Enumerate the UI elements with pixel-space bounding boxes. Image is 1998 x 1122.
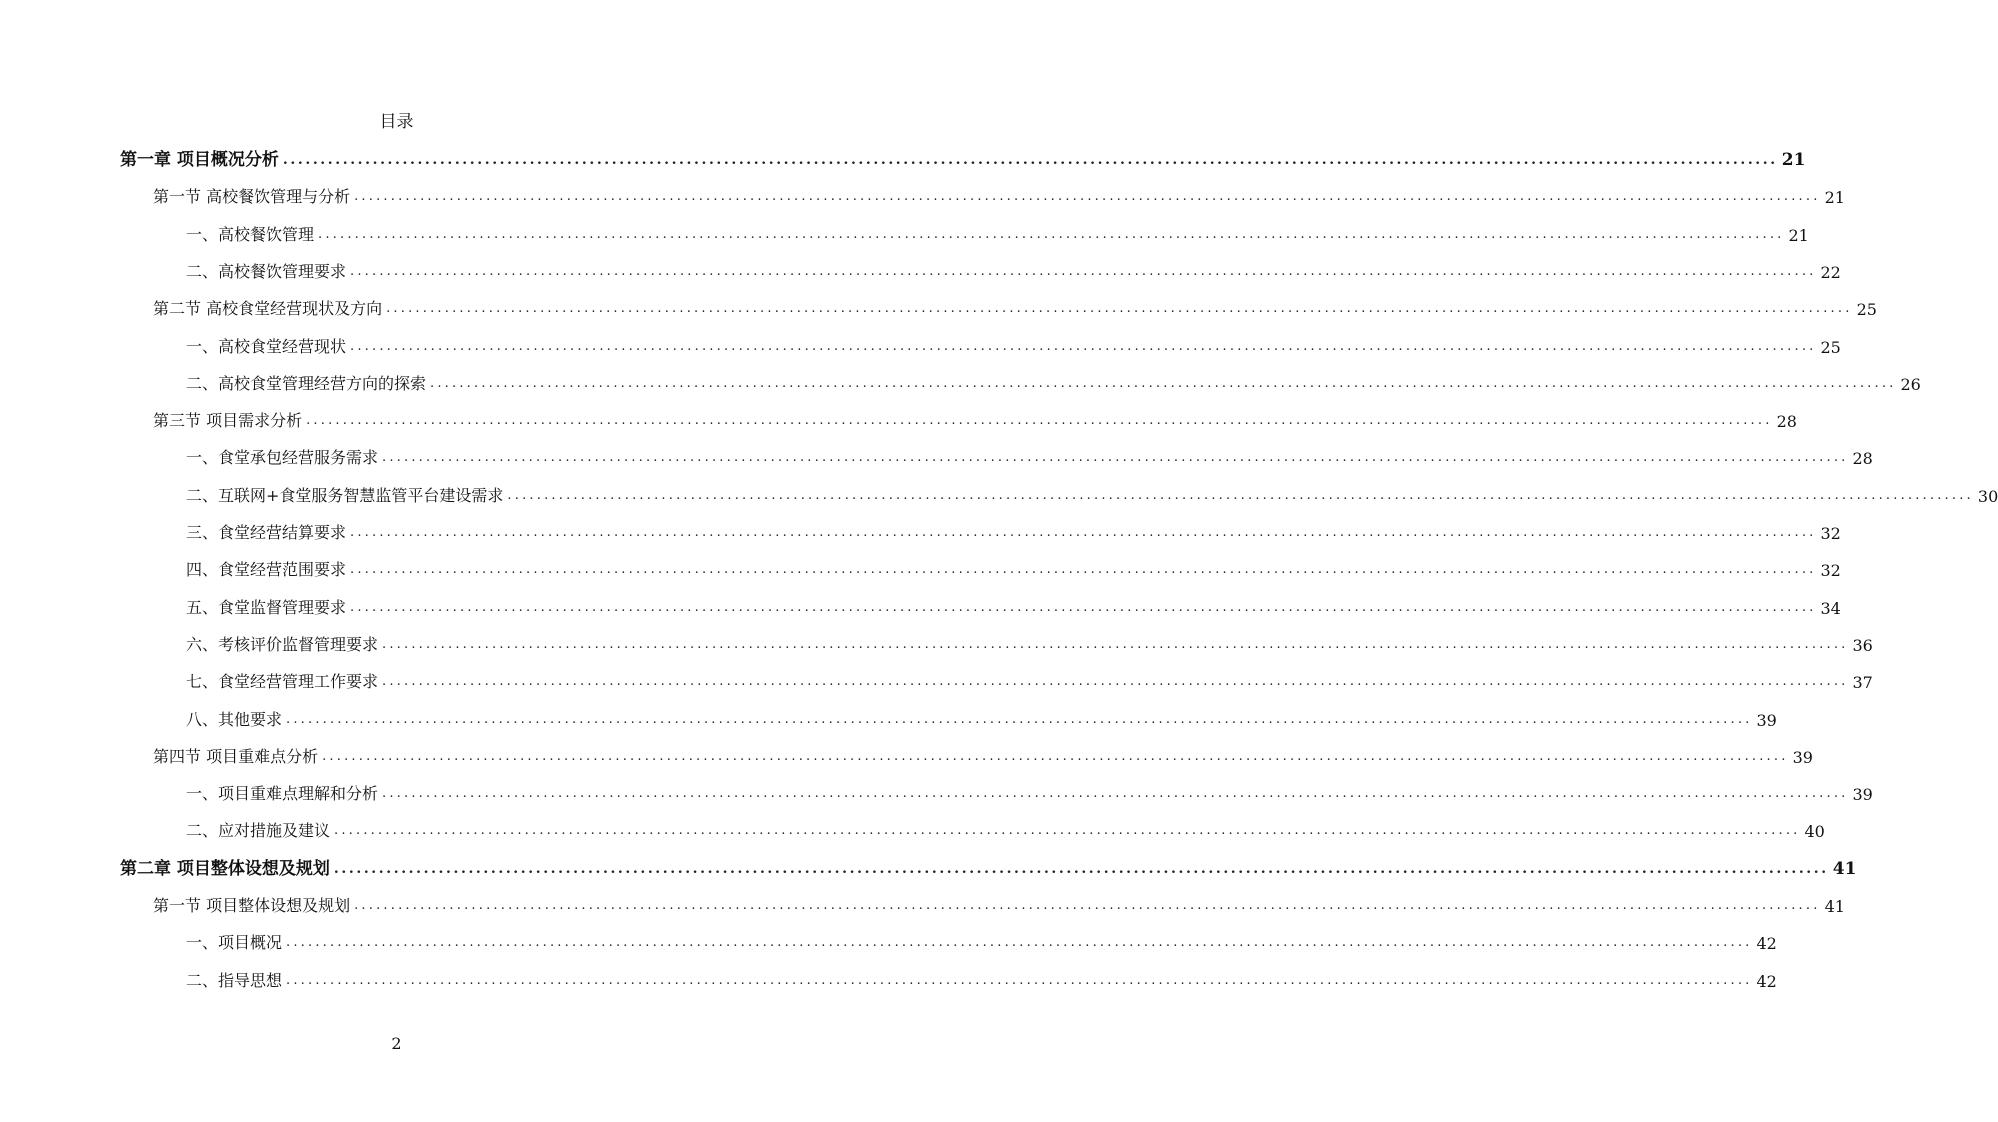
toc-leader-dots: ........................................................................................................................................................................................................ xyxy=(306,413,1773,429)
toc-leader-dots: ........................................................................................................................................................................................................ xyxy=(507,487,1974,503)
toc-entry-item[interactable] xyxy=(186,550,1841,581)
toc-entry-item[interactable] xyxy=(186,923,1777,954)
toc-entry-label: 一、项目重难点理解和分析 xyxy=(186,784,379,804)
toc-leader-dots: ........................................................................................................................................................................................................ xyxy=(386,301,1853,317)
toc-entry-page: 34 xyxy=(1820,598,1841,618)
toc-leader-dots: ........................................................................................................................................................................................................ xyxy=(333,860,1829,877)
toc-entry-page: 28 xyxy=(1852,449,1873,469)
toc-entry-label: 第三节 项目需求分析 xyxy=(153,411,303,431)
toc-leader-dots: ........................................................................................................................................................................................................ xyxy=(318,226,1785,242)
toc-entry-chapter[interactable] xyxy=(120,140,1806,170)
toc-entry-page: 21 xyxy=(1824,188,1845,208)
toc-entry-section[interactable] xyxy=(153,401,1797,432)
toc-entry-label: 三、食堂经营结算要求 xyxy=(186,523,347,542)
toc-entry-item[interactable] xyxy=(186,700,1777,730)
toc-entry-page: 39 xyxy=(1792,747,1813,767)
toc-leader-dots: ........................................................................................................................................................................................................ xyxy=(350,599,1817,615)
toc-entry-label: 第四节 项目重难点分析 xyxy=(153,746,319,766)
toc-leader-dots: ........................................................................................................................................................................................................ xyxy=(354,898,1821,913)
toc-entry-page: 22 xyxy=(1820,262,1841,282)
toc-leader-dots: ........................................................................................................................................................................................................ xyxy=(350,263,1817,279)
toc-leader-dots: ........................................................................................................................................................................................................ xyxy=(382,636,1849,652)
toc-entry-item[interactable] xyxy=(186,774,1873,805)
toc-entry-item[interactable] xyxy=(186,961,1777,991)
toc-leader-dots: ........................................................................................................................................................................................................ xyxy=(334,823,1801,839)
toc-entry-page: 37 xyxy=(1852,673,1873,693)
toc-entry-label: 第一章 项目概况分析 xyxy=(120,150,279,170)
toc-title: 目录 xyxy=(379,112,414,132)
toc-entry-page: 36 xyxy=(1852,635,1873,655)
toc-entry-item[interactable] xyxy=(186,252,1841,282)
toc-entry-label: 二、高校食堂管理经营方向的探索 xyxy=(186,373,427,393)
toc-entry-page: 42 xyxy=(1756,934,1777,954)
toc-entry-page: 39 xyxy=(1756,710,1777,730)
toc-leader-dots: ........................................................................................................................................................................................................ xyxy=(350,562,1817,578)
toc-entry-label: 一、高校食堂经营现状 xyxy=(186,336,347,356)
toc-entry-item[interactable] xyxy=(186,662,1873,693)
toc-entry-page: 41 xyxy=(1832,858,1857,879)
toc-entry-label: 二、应对措施及建议 xyxy=(186,821,331,841)
toc-entry-item[interactable] xyxy=(186,327,1841,357)
toc-leader-dots: ........................................................................................................................................................................................................ xyxy=(286,935,1753,951)
toc-entry-label: 六、考核评价监督管理要求 xyxy=(186,634,379,654)
toc-entry-item[interactable] xyxy=(186,476,1998,506)
toc-entry-section[interactable] xyxy=(153,737,1813,767)
toc-entry-label: 一、项目概况 xyxy=(186,933,283,953)
toc-leader-dots: ........................................................................................................................................................................................................ xyxy=(354,189,1821,205)
toc-entry-label: 五、食堂监督管理要求 xyxy=(186,597,347,617)
toc-entry-page: 25 xyxy=(1856,300,1877,320)
toc-entry-page: 42 xyxy=(1756,971,1777,991)
toc-entry-page: 32 xyxy=(1820,561,1841,581)
toc-entry-page: 28 xyxy=(1776,412,1797,432)
toc-entry-label: 七、食堂经营管理工作要求 xyxy=(186,672,379,692)
toc-entry-item[interactable] xyxy=(186,513,1841,543)
toc-entry-label: 一、高校餐饮管理 xyxy=(186,224,315,244)
toc-leader-dots: ........................................................................................................................................................................................................ xyxy=(382,786,1849,802)
toc-entry-label: 第二章 项目整体设想及规划 xyxy=(120,858,330,879)
toc-entry-page: 40 xyxy=(1804,822,1825,842)
toc-entry-label: 第二节 高校食堂经营现状及方向 xyxy=(153,299,383,319)
toc-entry-item[interactable] xyxy=(186,588,1841,618)
toc-entry-page: 30 xyxy=(1977,486,1998,506)
toc-entry-section[interactable] xyxy=(153,289,1877,320)
toc-entry-page: 21 xyxy=(1781,150,1806,170)
toc-entry-page: 21 xyxy=(1788,225,1809,245)
toc-entry-label: 第一节 高校餐饮管理与分析 xyxy=(153,187,351,207)
toc-entry-label: 一、食堂承包经营服务需求 xyxy=(186,448,379,468)
toc-entry-item[interactable] xyxy=(186,625,1873,655)
toc-leader-dots: ........................................................................................................................................................................................................ xyxy=(350,338,1817,354)
toc-entry-item[interactable] xyxy=(186,811,1825,842)
toc-entry-page: 32 xyxy=(1820,524,1841,543)
toc-entry-item[interactable] xyxy=(186,215,1809,245)
toc-entry-section[interactable] xyxy=(153,886,1845,916)
toc-entry-item[interactable] xyxy=(186,438,1873,469)
toc-leader-dots: ........................................................................................................................................................................................................ xyxy=(322,748,1789,764)
toc-leader-dots: ........................................................................................................................................................................................................ xyxy=(430,375,1897,391)
toc-leader-dots: ........................................................................................................................................................................................................ xyxy=(282,152,1778,168)
toc-entry-chapter[interactable] xyxy=(120,849,1857,879)
toc-entry-label: 八、其他要求 xyxy=(186,709,283,729)
toc-leader-dots: ........................................................................................................................................................................................................ xyxy=(286,711,1753,727)
toc-entry-page: 26 xyxy=(1900,374,1921,394)
toc-leader-dots: ........................................................................................................................................................................................................ xyxy=(382,450,1849,466)
toc-entry-page: 39 xyxy=(1852,785,1873,805)
page-number: 2 xyxy=(391,1034,402,1053)
toc-entry-page: 41 xyxy=(1824,897,1845,916)
toc-entry-label: 第一节 项目整体设想及规划 xyxy=(153,896,351,915)
toc-entry-section[interactable] xyxy=(153,177,1845,208)
toc-entry-label: 二、高校餐饮管理要求 xyxy=(186,261,347,281)
toc-leader-dots: ........................................................................................................................................................................................................ xyxy=(286,972,1753,988)
toc-leader-dots: ........................................................................................................................................................................................................ xyxy=(350,525,1817,540)
toc-entry-label: 二、指导思想 xyxy=(186,970,283,990)
toc-entry-item[interactable] xyxy=(186,364,1921,394)
toc-entry-label: 四、食堂经营范围要求 xyxy=(186,560,347,580)
toc-leader-dots: ........................................................................................................................................................................................................ xyxy=(382,674,1849,690)
toc-entry-label: 二、互联网+食堂服务智慧监管平台建设需求 xyxy=(186,485,504,505)
toc-entry-page: 25 xyxy=(1820,337,1841,357)
